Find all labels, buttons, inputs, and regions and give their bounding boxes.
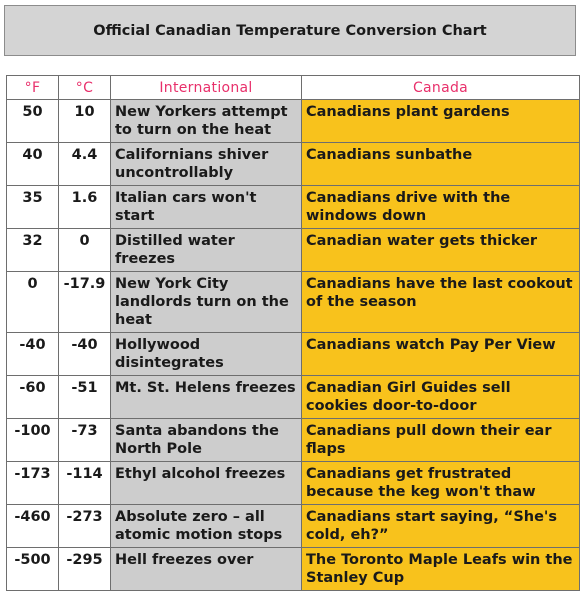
canada-cell: Canadians sunbathe [302,143,580,186]
header-international: International [111,76,302,100]
fahrenheit-cell: 0 [7,272,59,333]
international-cell: New York City landlords turn on the heat [111,272,302,333]
celsius-cell: -114 [59,462,111,505]
conversion-table [6,75,580,591]
celsius-cell: 1.6 [59,186,111,229]
header-fahrenheit: °F [7,76,59,100]
fahrenheit-cell: -40 [7,333,59,376]
table-row [7,272,580,333]
canada-cell: Canadians drive with the windows down [302,186,580,229]
canada-cell: Canadians plant gardens [302,100,580,143]
fahrenheit-cell: -100 [7,419,59,462]
fahrenheit-cell: 35 [7,186,59,229]
celsius-cell: -17.9 [59,272,111,333]
fahrenheit-cell: -500 [7,548,59,591]
table-row [7,186,580,229]
international-cell: New Yorkers attempt to turn on the heat [111,100,302,143]
table-row [7,143,580,186]
table-row [7,100,580,143]
canada-cell: The Toronto Maple Leafs win the Stanley Cup [302,548,580,591]
canada-cell: Canadians pull down their ear flaps [302,419,580,462]
table-row [7,419,580,462]
celsius-cell: 4.4 [59,143,111,186]
fahrenheit-cell: -173 [7,462,59,505]
canada-cell: Canadian water gets thicker [302,229,580,272]
fahrenheit-cell: 32 [7,229,59,272]
celsius-cell: -273 [59,505,111,548]
international-cell: Ethyl alcohol freezes [111,462,302,505]
celsius-cell: 10 [59,100,111,143]
canada-cell: Canadian Girl Guides sell cookies door-to-door [302,376,580,419]
canada-cell: Canadians start saying, “She's cold, eh?” [302,505,580,548]
fahrenheit-cell: 50 [7,100,59,143]
header-canada: Canada [302,76,580,100]
international-cell: Santa abandons the North Pole [111,419,302,462]
celsius-cell: -73 [59,419,111,462]
table-row [7,229,580,272]
header-celsius: °C [59,76,111,100]
canada-cell: Canadians have the last cookout of the season [302,272,580,333]
international-cell: Hollywood disintegrates [111,333,302,376]
fahrenheit-cell: -460 [7,505,59,548]
table-row [7,505,580,548]
international-cell: Californians shiver uncontrollably [111,143,302,186]
table-row [7,548,580,591]
canada-cell: Canadians watch Pay Per View [302,333,580,376]
table-row [7,462,580,505]
celsius-cell: -51 [59,376,111,419]
table-row [7,376,580,419]
celsius-cell: 0 [59,229,111,272]
header-row [7,76,580,100]
canada-cell: Canadians get frustrated because the keg won't thaw [302,462,580,505]
international-cell: Absolute zero – all atomic motion stops [111,505,302,548]
fahrenheit-cell: -60 [7,376,59,419]
celsius-cell: -40 [59,333,111,376]
celsius-cell: -295 [59,548,111,591]
table-row [7,333,580,376]
fahrenheit-cell: 40 [7,143,59,186]
international-cell: Mt. St. Helens freezes [111,376,302,419]
international-cell: Italian cars won't start [111,186,302,229]
chart-title: Official Canadian Temperature Conversion Chart [4,5,576,56]
international-cell: Distilled water freezes [111,229,302,272]
international-cell: Hell freezes over [111,548,302,591]
